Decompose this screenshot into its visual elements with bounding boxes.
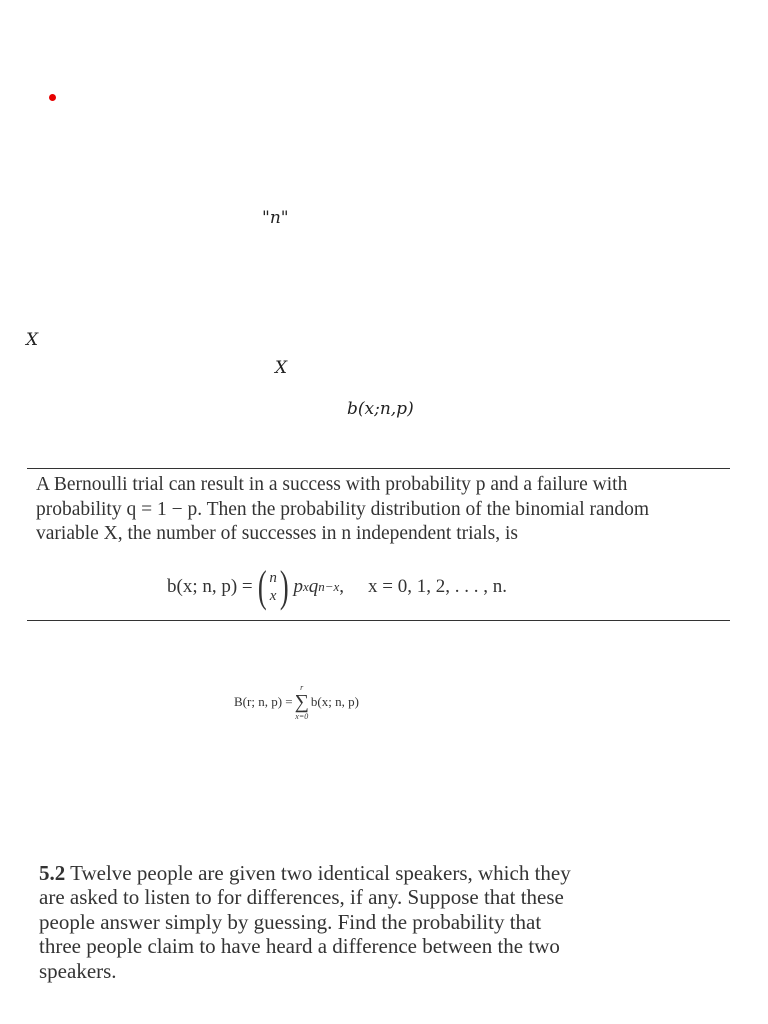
- binomial-formula: [167, 562, 508, 611]
- binomial-theorem-box: [27, 468, 730, 621]
- formula-comma: ,: [339, 576, 345, 597]
- cdf-rhs: b(x; n, p): [310, 694, 359, 709]
- exercise-number: 5.2: [39, 861, 66, 885]
- theorem-line-1: A Bernoulli trial can result in a success with probability p and a failure with: [36, 474, 628, 495]
- exercise-5-2: [39, 861, 579, 983]
- formula-exp-x: x: [302, 579, 309, 594]
- summation: [295, 683, 309, 721]
- n-fragment: "n": [262, 208, 289, 228]
- binomial-coefficient: ( n x ): [257, 562, 289, 611]
- binom-top: n: [269, 570, 277, 586]
- theorem-line-3: variable X, the number of successes in n independent trials, is: [36, 523, 518, 544]
- formula-domain: x = 0, 1, 2, . . . , n.: [368, 576, 508, 597]
- formula-p: p: [293, 576, 303, 597]
- formula-lhs: b(x; n, p) =: [167, 576, 253, 597]
- exercise-text: Twelve people are given two identical speakers, which they are asked to listen to for differences, if any. Suppose that these people answer simply by guessing. Find the probability that three people claim to have heard a difference between the two speakers.: [39, 861, 571, 983]
- x-variable-fragment-2: X: [275, 358, 288, 378]
- theorem-line-2: probability q = 1 − p. Then the probability distribution of the binomial random: [36, 498, 650, 520]
- x-variable-fragment: X: [26, 330, 39, 350]
- formula-exp-n-minus-x: n−x: [318, 579, 340, 594]
- cdf-lhs: B(r; n, p) =: [234, 694, 293, 709]
- cumulative-formula: [234, 683, 359, 721]
- sum-lower-limit: x=0: [295, 712, 309, 721]
- red-bullet-icon: [49, 94, 56, 101]
- binom-bottom: x: [269, 588, 277, 604]
- binomial-notation-fragment: b(x;n,p): [347, 399, 414, 419]
- sigma-symbol: ∑: [294, 691, 309, 713]
- formula-q: q: [308, 576, 319, 597]
- theorem-text: [36, 473, 726, 547]
- sum-upper-limit: r: [300, 683, 304, 692]
